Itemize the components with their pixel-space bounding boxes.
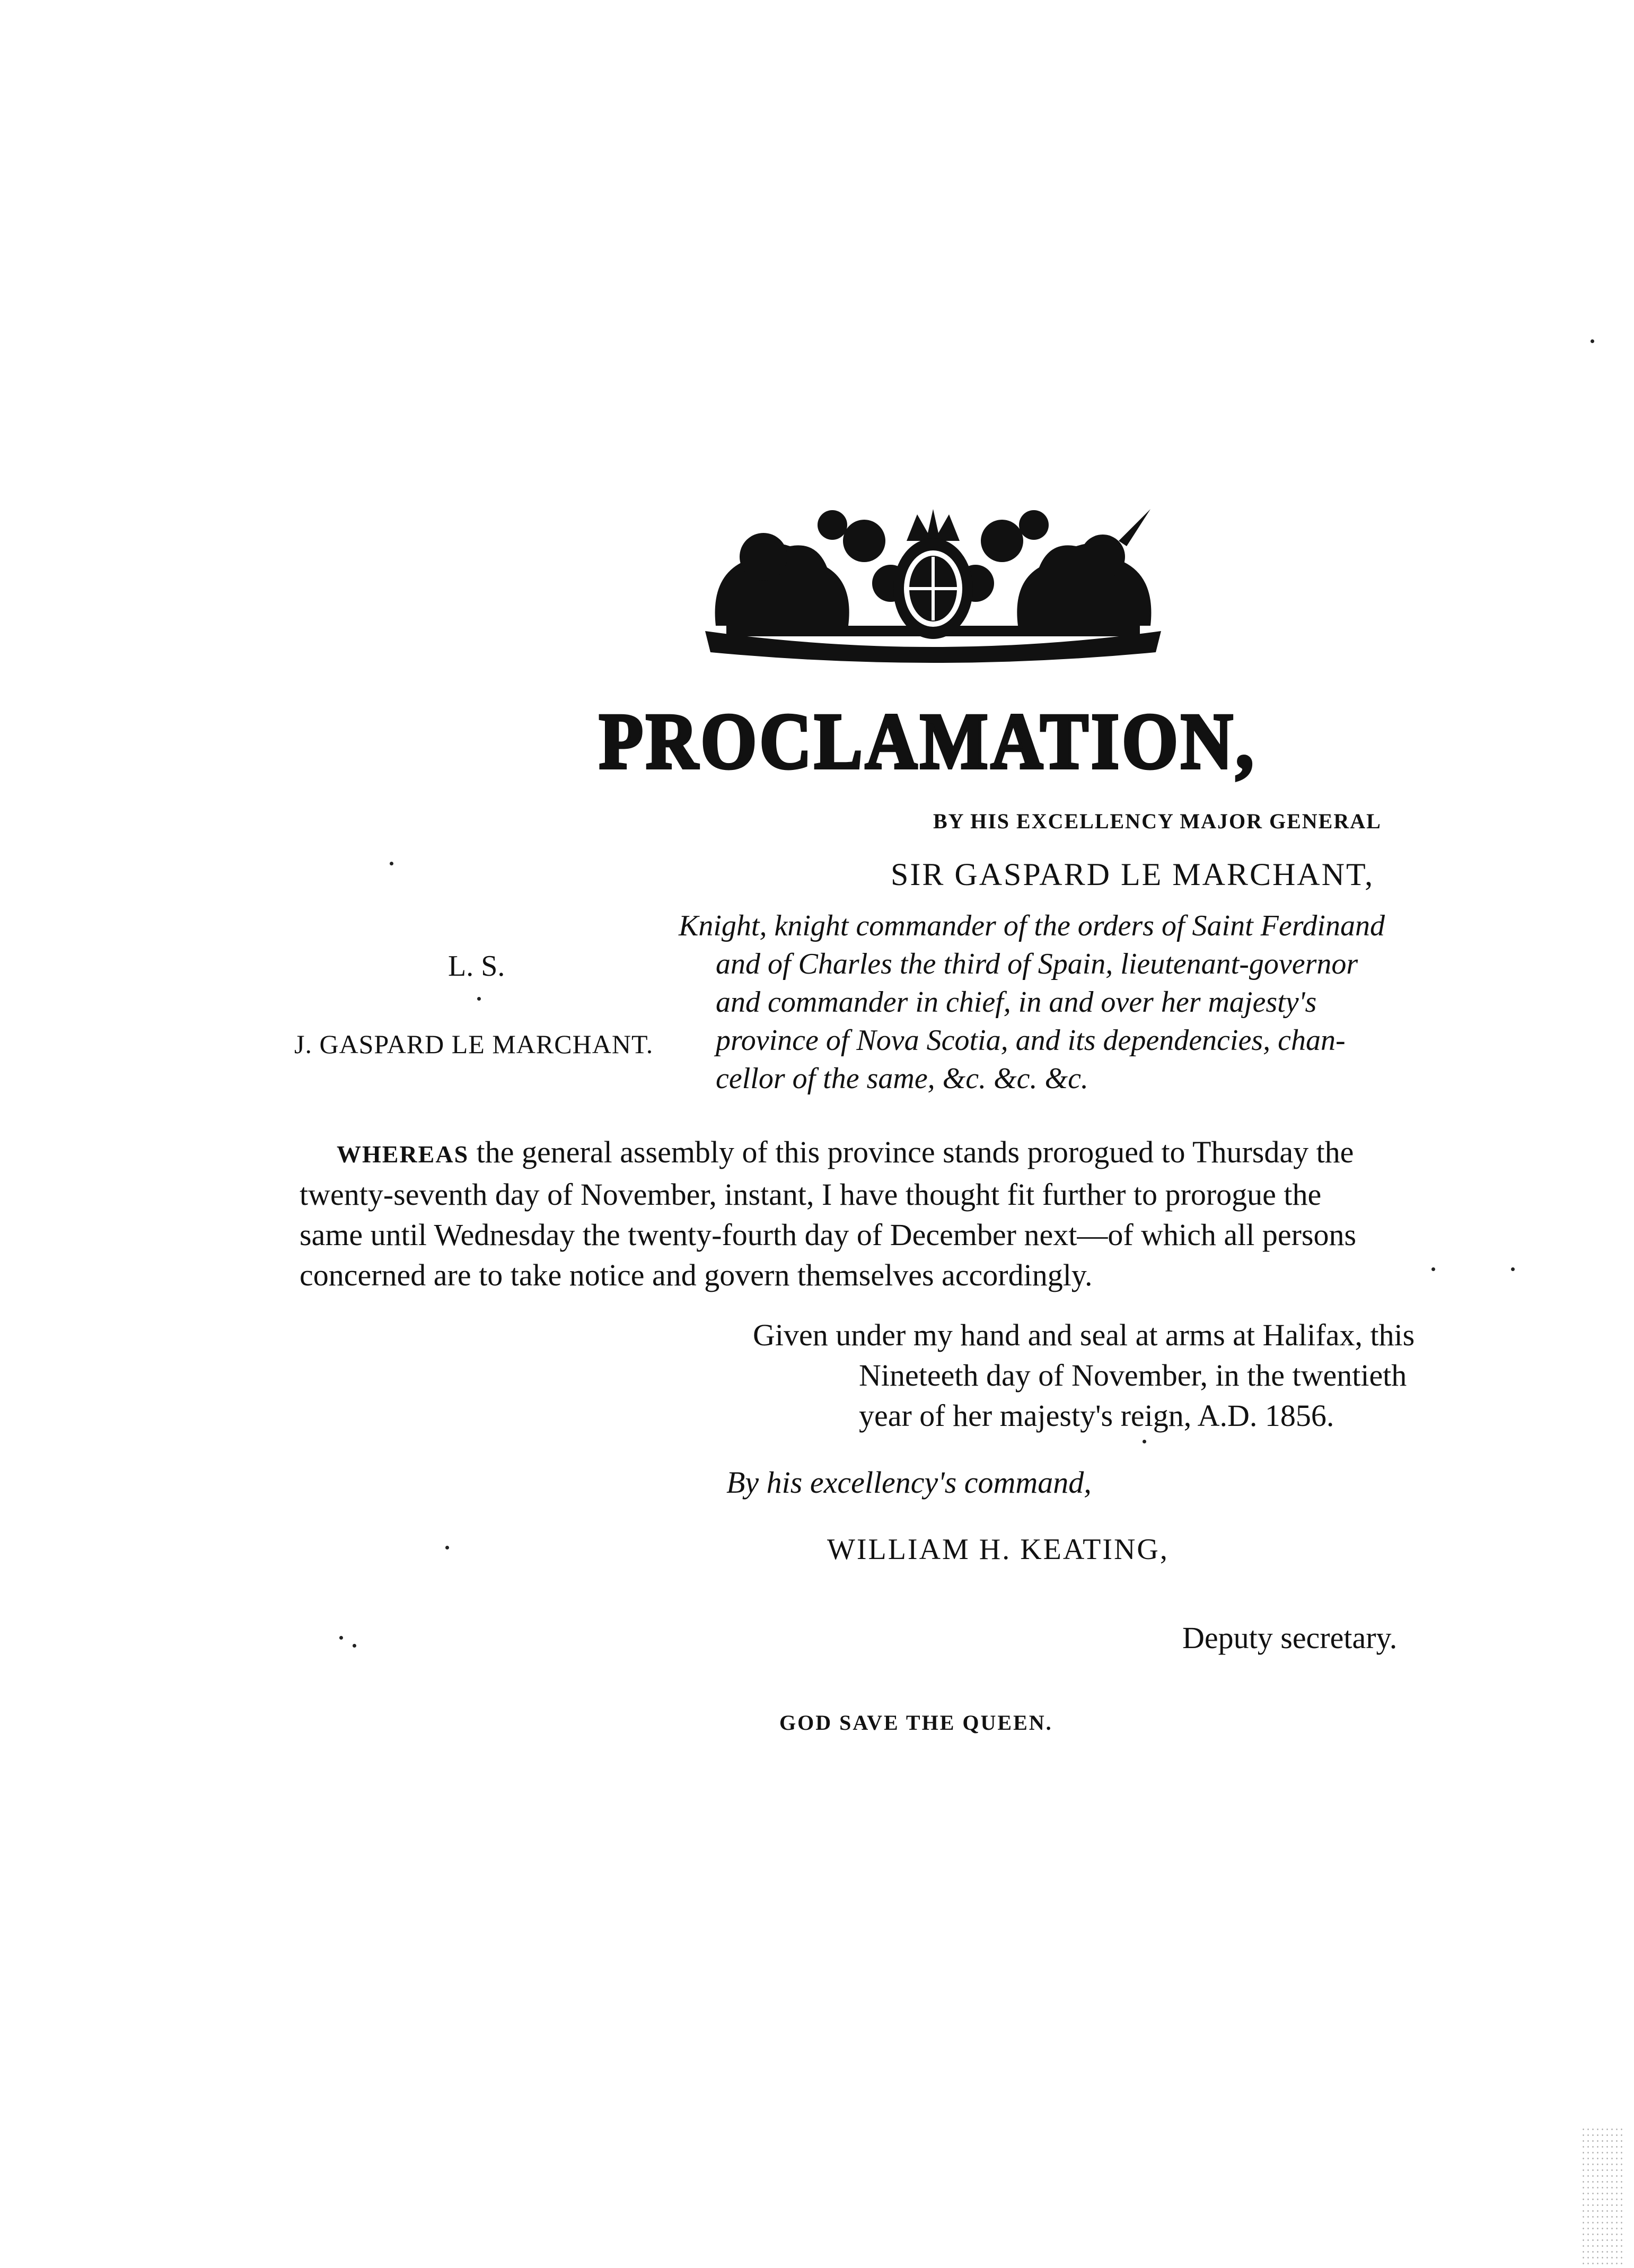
- scan-speck: [353, 1644, 356, 1648]
- scan-speck: [1591, 339, 1594, 343]
- titles-line: Knight, knight commander of the orders of Saint Ferdinand: [679, 909, 1385, 942]
- body-line: concerned are to take notice and govern themselves accordingly.: [300, 1258, 1093, 1292]
- scan-speck: [1511, 1267, 1515, 1271]
- governor-name: SIR GASPARD LE MARCHANT,: [891, 857, 1375, 892]
- scan-speck: [445, 1546, 449, 1549]
- royal-coat-of-arms-icon: [695, 504, 1172, 663]
- secretary-name: WILLIAM H. KEATING,: [827, 1533, 1169, 1566]
- body-line: twenty-seventh day of November, instant, I have thought fit further to prorogue the: [300, 1177, 1322, 1212]
- proclamation-body: [300, 1132, 1540, 1295]
- proclamation-title: [594, 689, 1262, 790]
- scan-edge-noise: [1581, 2126, 1623, 2264]
- body-lead-word: WHEREAS: [337, 1141, 469, 1168]
- scan-speck: [1431, 1267, 1435, 1271]
- body-line: same until Wednesday the twenty-fourth day of December next—of which all persons: [300, 1218, 1357, 1252]
- given-under-hand: [753, 1315, 1415, 1436]
- scan-speck: [339, 1636, 343, 1640]
- titles-line: and of Charles the third of Spain, lieutenant-governor: [716, 948, 1358, 980]
- by-command-line: By his excellency's command,: [726, 1465, 1092, 1500]
- body-line: [300, 1132, 1540, 1175]
- seal-label: L. S.: [448, 950, 505, 983]
- titles-line: cellor of the same, &c. &c. &c.: [716, 1062, 1088, 1095]
- title-text: PROCLAMATION,: [599, 697, 1257, 785]
- governor-titles: [679, 907, 1538, 1098]
- body-line-text: the general assembly of this province stands prorogued to Thursday the: [469, 1135, 1354, 1169]
- governor-signature: J. GASPARD LE MARCHANT.: [294, 1029, 654, 1059]
- given-line: year of her majesty's reign, A.D. 1856.: [859, 1398, 1334, 1433]
- given-line: Nineteeth day of November, in the twentieth: [859, 1358, 1407, 1393]
- scan-speck: [1143, 1440, 1146, 1443]
- titles-line: province of Nova Scotia, and its dependencies, chan-: [716, 1024, 1346, 1057]
- scan-speck: [477, 997, 481, 1001]
- titles-line: and commander in chief, in and over her majesty's: [716, 986, 1317, 1019]
- given-line: Given under my hand and seal at arms at Halifax, this: [753, 1318, 1415, 1352]
- secretary-title: Deputy secretary.: [1182, 1621, 1398, 1655]
- scan-speck: [390, 862, 393, 865]
- closing-line: GOD SAVE THE QUEEN.: [779, 1711, 1053, 1735]
- byline: BY HIS EXCELLENCY MAJOR GENERAL: [933, 809, 1382, 833]
